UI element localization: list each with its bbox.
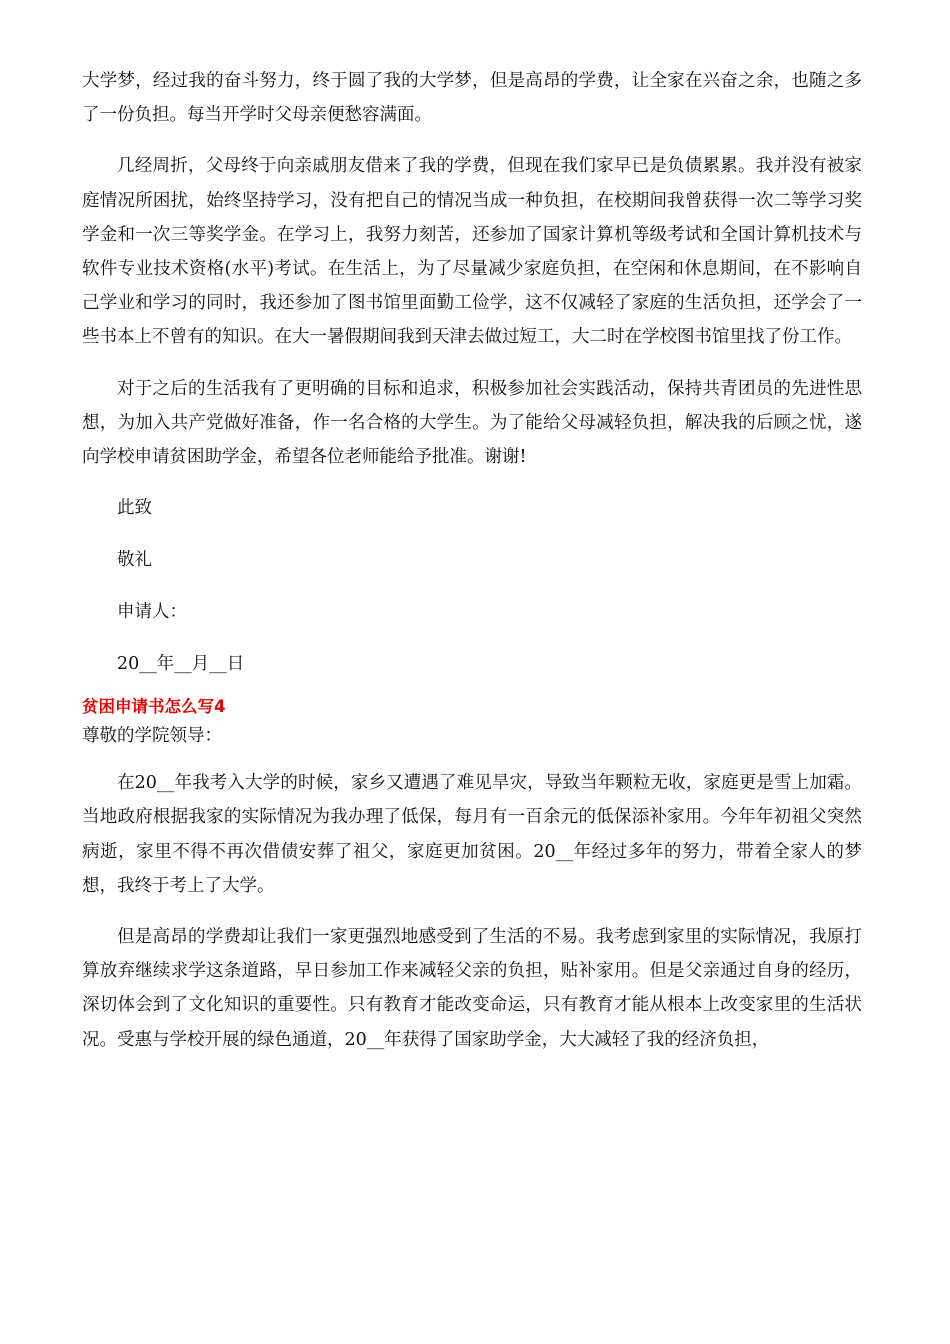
- paragraph-borrowing: 几经周折，父母终于向亲戚朋友借来了我的学费，但现在我们家早已是负债累累。我并没有被家庭情况所困扰，始终坚持学习，没有把自己的情况当成一种负担，在校期间我曾获得一次二等学习奖学金和一次三等奖学金。在学习上，我努力刻苦，还参加了国家计算机等级考试和全国计算机技术与软件专业技术资格(水平)考试。在生活上，为了尽量减少家庭负担，在空闲和休息期间，在不影响自己学业和学习的同时，我还参加了图书馆里面勤工俭学，这不仅减轻了家庭的生活负担，还学会了一些书本上不曾有的知识。在大一暑假期间我到天津去做过短工，大二时在学校图书馆里找了份工作。: [82, 156, 862, 348]
- paragraph-tuition: 但是高昂的学费却让我们一家更强烈地感受到了生活的不易。我考虑到家里的实际情况，我原打算放弃继续求学这条道路，早日参加工作来减轻父亲的负担，贴补家用。但是父亲通过自身的经历，深切体会到了文化知识的重要性。只有教育才能改变命运，只有教育才能从根本上改变家里的生活状况。受惠与学校开展的绿色通道，20__年获得了国家助学金，大大减轻了我的经济负担，: [82, 927, 862, 1050]
- salutation: 尊敬的学院领导：: [82, 726, 222, 747]
- closing-jingli: 敬礼: [117, 550, 152, 571]
- paragraph-continuation: 大学梦，经过我的奋斗努力，终于圆了我的大学梦，但是高昂的学费，让全家在兴奋之余，也随之多了一份负担。每当开学时父母亲便愁容满面。: [82, 71, 862, 126]
- closing-date: 20__年__月__日: [117, 654, 245, 675]
- closing-cizhi: 此致: [117, 498, 152, 519]
- paragraph-drought: 在20__年我考入大学的时候，家乡又遭遇了难见旱灾，导致当年颗粒无收，家庭更是雪上加霜。当地政府根据我家的实际情况为我办理了低保，每月有一百余元的低保添补家用。今年年初祖父突然病逝，家里不得不再次借债安葬了祖父，家庭更加贫困。20__年经过多年的努力，带着全家人的梦想，我终于考上了大学。: [82, 773, 862, 896]
- closing-block: [82, 491, 862, 681]
- paragraph-goals: 对于之后的生活我有了更明确的目标和追求，积极参加社会实践活动，保持共青团员的先进性思想，为加入共产党做好准备，作一名合格的大学生。为了能给父母减轻负担，解决我的后顾之忧，遂向学校申请贫困助学金，希望各位老师能给予批准。谢谢!: [82, 378, 862, 468]
- document-page: [82, 64, 862, 1057]
- section-heading: 贫困申请书怎么写4: [82, 697, 226, 717]
- closing-applicant: 申请人：: [117, 602, 187, 623]
